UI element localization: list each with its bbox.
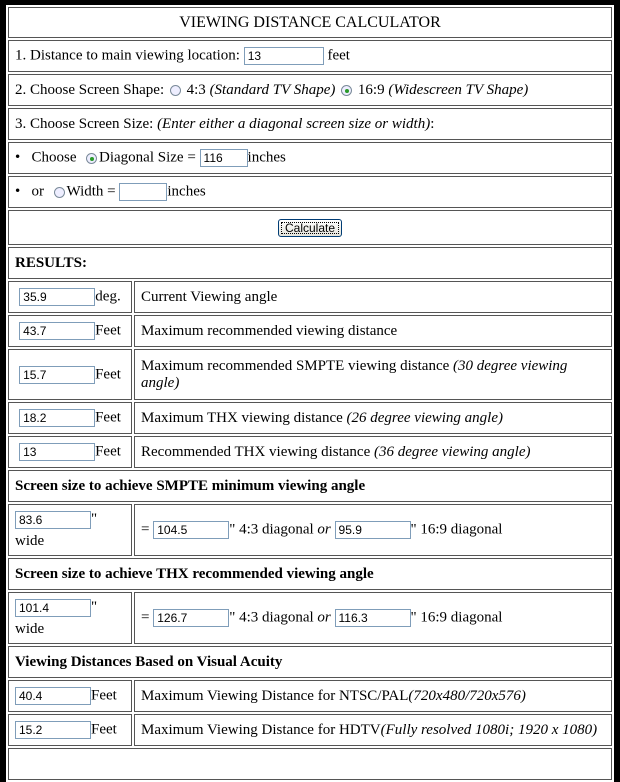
- distance-unit: feet: [327, 47, 350, 64]
- shape-row: [8, 74, 612, 106]
- bullet: •: [15, 149, 21, 166]
- smpte-heading: Screen size to achieve SMPTE minimum viewing angle: [8, 470, 612, 502]
- results-heading: [8, 247, 612, 279]
- or-label: or: [31, 183, 45, 200]
- smpte-width-cell: 83.6" wide: [8, 504, 132, 556]
- diagonal-row: [8, 142, 612, 174]
- distance-input[interactable]: [244, 47, 324, 65]
- result-unit: deg.: [95, 288, 121, 305]
- result-unit: Feet: [95, 322, 121, 339]
- result-desc: Maximum recommended viewing distance: [134, 315, 612, 347]
- result-angle-input[interactable]: [19, 288, 95, 306]
- thx-heading: Screen size to achieve THX recommended viewing angle: [8, 558, 612, 590]
- result-value-cell: [8, 402, 132, 434]
- result-unit: Feet: [95, 443, 121, 460]
- diagonal-unit: inches: [247, 149, 286, 166]
- diagonal-label: Diagonal Size =: [99, 149, 196, 166]
- thx-width-input[interactable]: [15, 599, 91, 617]
- result-desc: Current Viewing angle: [134, 281, 612, 313]
- width-label: Width =: [66, 183, 116, 200]
- size-label: 3. Choose Screen Size:: [15, 115, 154, 132]
- diagonal-input[interactable]: [200, 149, 248, 167]
- thx-width-cell: 101.4" wide: [8, 592, 132, 644]
- smpte-width-input[interactable]: [15, 511, 91, 529]
- acuity-value-cell: 40.4Feet: [8, 680, 132, 712]
- thx-diagonal-cell: = 126.7 " 4:3 diagonal or 116.3 " 16:9 diagonal: [134, 592, 612, 644]
- size-row: [8, 108, 612, 140]
- acuity-desc: Maximum Viewing Distance for NTSC/PAL(720x480/720x576): [134, 680, 612, 712]
- results-label: RESULTS:: [15, 254, 87, 271]
- calculate-row: [8, 210, 612, 245]
- width-input[interactable]: [119, 183, 167, 201]
- result-unit: Feet: [95, 409, 121, 426]
- hdtv-distance-input[interactable]: [15, 721, 91, 739]
- result-value-cell: [8, 281, 132, 313]
- thx-169-input[interactable]: [335, 609, 411, 627]
- page-title: VIEWING DISTANCE CALCULATOR: [8, 7, 612, 38]
- result-thx-recommended-input[interactable]: [19, 443, 95, 461]
- result-value-cell: [8, 315, 132, 347]
- result-unit: Feet: [95, 365, 121, 382]
- result-value-cell: [8, 349, 132, 400]
- result-desc: Maximum recommended SMPTE viewing distance (30 degree viewing angle): [134, 349, 612, 400]
- result-smpte-distance-input[interactable]: [19, 366, 95, 384]
- calculator-table: [6, 5, 614, 782]
- width-unit: inches: [167, 183, 206, 200]
- result-desc: Recommended THX viewing distance (36 degree viewing angle): [134, 436, 612, 468]
- next-row: [8, 748, 612, 780]
- shape-label: 2. Choose Screen Shape:: [15, 81, 165, 98]
- shape-4-3-note: (Standard TV Shape): [209, 81, 336, 98]
- width-row: [8, 176, 612, 208]
- smpte-diagonal-cell: = 104.5 " 4:3 diagonal or 95.9 " 16:9 diagonal: [134, 504, 612, 556]
- smpte-43-input[interactable]: [153, 521, 229, 539]
- diagonal-radio[interactable]: [86, 153, 97, 164]
- shape-16-9-radio[interactable]: [341, 85, 352, 96]
- shape-4-3-label: 4:3: [186, 81, 206, 98]
- choose-label: Choose: [31, 149, 77, 166]
- size-note: (Enter either a diagonal screen size or width): [157, 115, 431, 132]
- shape-16-9-note: (Widescreen TV Shape): [388, 81, 529, 98]
- thx-43-input[interactable]: [153, 609, 229, 627]
- acuity-value-cell: 15.2Feet: [8, 714, 132, 746]
- calculate-button[interactable]: Calculate: [278, 219, 342, 237]
- shape-4-3-radio[interactable]: [170, 85, 181, 96]
- ntsc-distance-input[interactable]: [15, 687, 91, 705]
- result-max-distance-input[interactable]: [19, 322, 95, 340]
- smpte-169-input[interactable]: [335, 521, 411, 539]
- result-thx-max-input[interactable]: [19, 409, 95, 427]
- result-desc: Maximum THX viewing distance (26 degree viewing angle): [134, 402, 612, 434]
- colon: :: [430, 115, 435, 132]
- acuity-heading: Viewing Distances Based on Visual Acuity: [8, 646, 612, 678]
- bullet: •: [15, 183, 21, 200]
- result-value-cell: [8, 436, 132, 468]
- shape-16-9-label: 16:9: [357, 81, 385, 98]
- acuity-desc: Maximum Viewing Distance for HDTV(Fully resolved 1080i; 1920 x 1080): [134, 714, 612, 746]
- distance-row: [8, 40, 612, 72]
- distance-label: 1. Distance to main viewing location:: [15, 47, 240, 64]
- width-radio[interactable]: [54, 187, 65, 198]
